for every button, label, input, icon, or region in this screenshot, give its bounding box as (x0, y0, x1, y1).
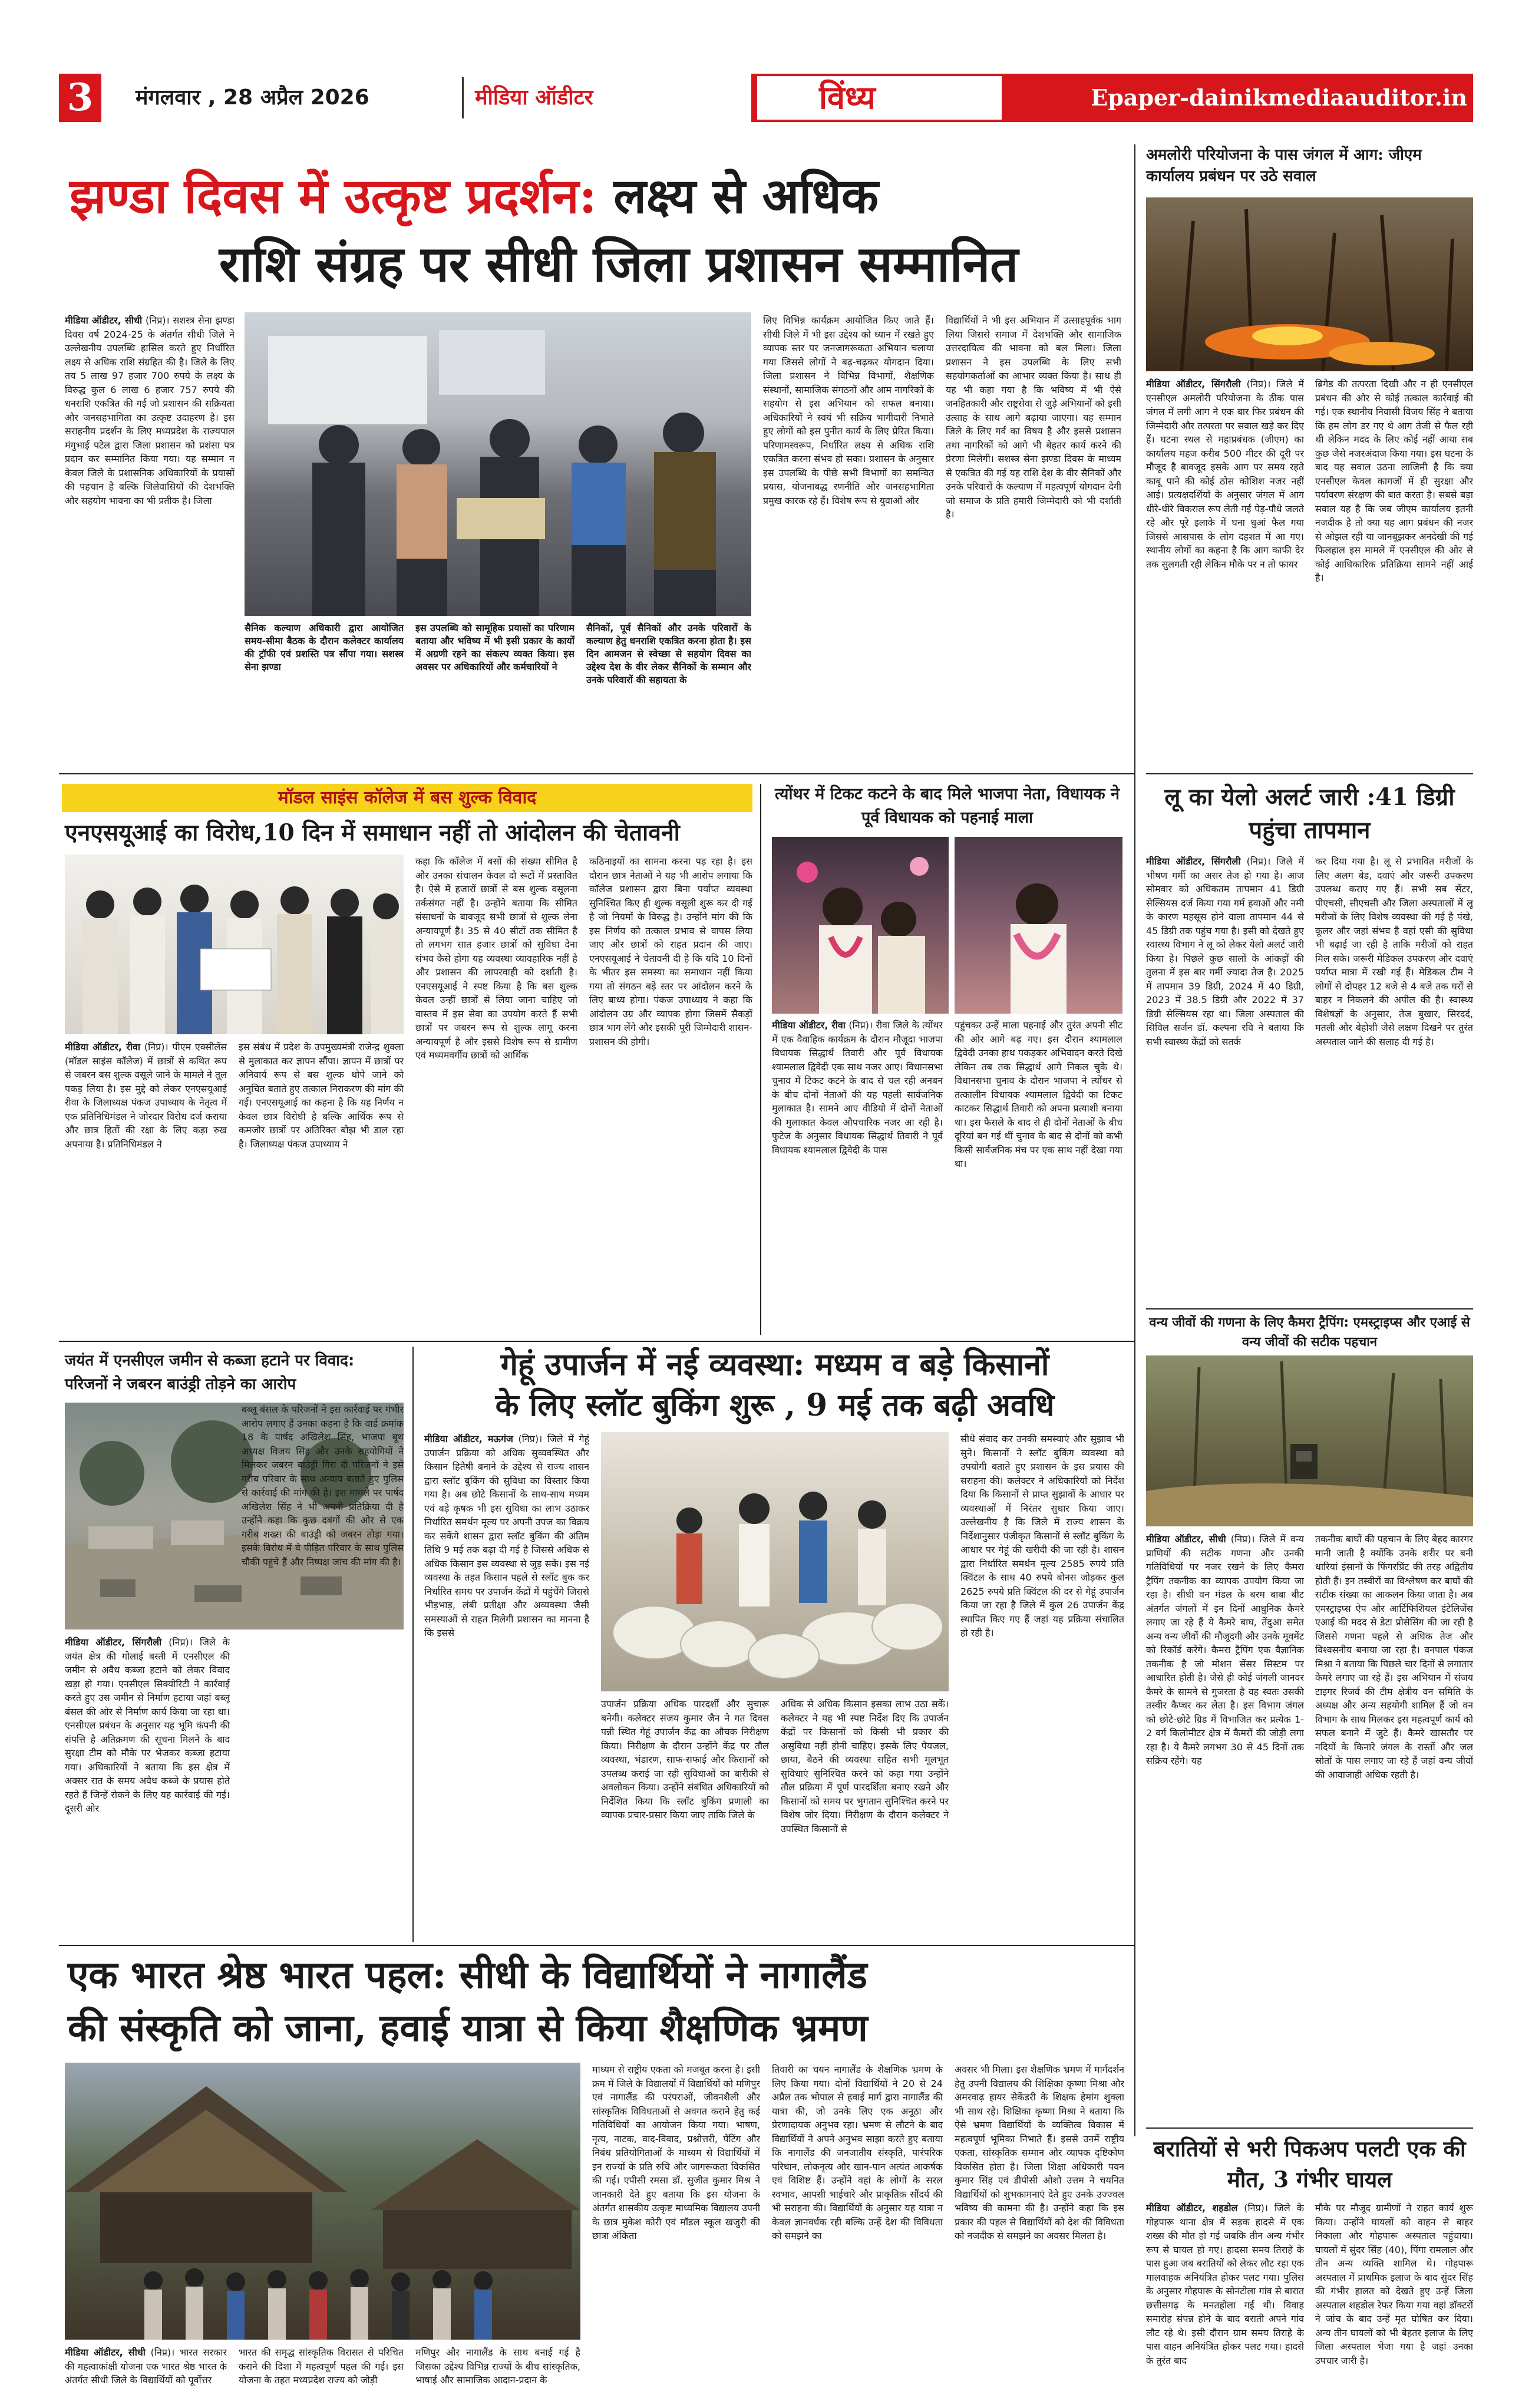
bjp-photo-illustration (772, 837, 949, 1014)
row2-separator (59, 1341, 1134, 1342)
bus-story-col3: कहा कि कॉलेज में बसों की संख्या सीमित है और उनका संचालन केवल दो रूटों में प्रस्तावित है। ऐसे में हजारों छात्रों से बस शुल्क वसूलना तर्कसंगत नहीं है। उन्होंने बताया कि सीमित संसाधनों के बावजूद सभी छात्रों से शुल्क लेना अन्यायपूर्ण है। 35 से 40 सीटों तक सीमित है तो लगभग सात हजार छात्रों को सुविधा देना संभव कैसे होगा यह व्यवस्था व्यावहारिक नहीं है और प्रशासन की लापरवाही को दर्शाती है। एनएसयूआई ने स्पष्ट किया है कि बस शुल्क केवल उन्हीं छात्रों से लिया जाना चाहिए जो वास्तव में इस सेवा का उपयोग करते हैं सभी छात्रों पर जबरन रूप से शुल्क लागू करना अन्यायपूर्ण है और इससे विशेष रूप से ग्रामीण एवं मध्यमवर्गीय छात्रों को आर्थिक (415, 856, 577, 1061)
wildlife-accident-separator (1146, 2127, 1473, 2129)
main-headline-line1 (70, 168, 1121, 225)
wildlife-col1-text: (निप्र)। जिले में वन्य प्राणियों की सटीक गणना और उनकी गतिविधियों पर नजर रखने के लिए कैमरा ट्रैपिंग तकनीक का व्यापक उपयोग किया जा रहा है। सीधी वन मंडल के बरम बाबा बीट अंतर्गत जंगलों में इन दिनों आधुनिक कैमरे लगाए जा रहे हैं ये कैमरे बाघ, तेंदुआ समेत अन्य वन्य जीवों की मौजूदगी और उनके मूवमेंट को रिकॉर्ड करेंगे। कैमरा ट्रैपिंग एक वैज्ञानिक तकनीक है जो मोशन सेंसर सिस्टम पर आधारित होती है। जैसे ही कोई जंगली जानवर कैमरे के सामने से गुजरता है वह स्वतः उसकी तस्वीर कैप्चर कर लेता है। इस विभाग जंगल को छोटे-छोटे ग्रिड में विभाजित कर प्रत्येक 1-2 वर्ग किलोमीटर क्षेत्र में कैमरों की जोड़ी लगा रहा है। ये कैमरे लगभग 30 से 45 दिनों तक सक्रिय रहेंगे। यह (1146, 1533, 1304, 1766)
wildlife-story-col1 (1146, 1532, 1304, 2122)
right-column-rule (1134, 144, 1135, 2136)
nagaland-story-col2: भारत की समृद्ध सांस्कृतिक विरासत से परिचित कराने की दिशा में महत्वपूर्ण पहल की गई। इस योजना के तहत मध्यप्रदेश राज्य को जोड़ी (239, 2347, 404, 2386)
fire-headline: अमलोरी परियोजना के पास जंगल में आग: जीएम कार्यालय प्रबंधन पर उठे सवाल (1146, 146, 1422, 185)
fire-col1-text: (निप्र)। जिले में एनसीएल अमलोरी परियोजना के ठीक पास जंगल में लगी आग ने एक बार फिर प्रबंधन की जिम्मेदारी और तत्परता पर सवाल खड़े कर दिए हैं। घटना स्थल से महाप्रबंधक (जीएम) का कार्यालय महज करीब 500 मीटर की दूरी पर मौजूद है बावजूद इसके आग पर समय रहते काबू पाने की कोई ठोस कोशिश नजर नहीं आई। प्रत्यक्षदर्शियों के अनुसार जंगल में आग धीरे-धीरे विकराल रूप लेती गई पेड़-पौधे जलते रहे और पूरे इलाके में घना धुआं फैल गया जिससे आसपास के लोग दहशत में आ गए। स्थानीय लोगों का कहना है कि आग काफी देर तक सुलगती रही लेकिन मौके पर न तो फायर (1146, 378, 1304, 570)
heat-headline: लू का येलो अलर्ट जारी :41 डिग्री पहुंचा तापमान (1164, 783, 1455, 844)
fire-photo (1146, 197, 1473, 371)
heat-col1-text: (निप्र)। जिले में भीषण गर्मी का असर तेज हो गया है। आज सोमवार को अधिकतम तापमान 41 डिग्री सेल्सियस दर्ज किया गया गर्म हवाओं और नमी के कारण महसूस होने वाला तापमान 44 से 45 डिग्री तक पहुंच गया है। इसी को देखते हुए स्वास्थ्य विभाग ने लू को लेकर येलो अलर्ट जारी किया है। पिछले कुछ सालों के आंकड़ों की तुलना में इस बार गर्मी ज्यादा तेज है। 2025 में तापमान 39 डिग्री, 2024 में 40 डिग्री, 2023 में 38.5 डिग्री और 2022 में 37 डिग्री सेल्सियस रहा था। जिला अस्पताल की सिविल सर्जन डॉ. कल्पना रवि ने बताया कि सभी स्वास्थ्य केंद्रों को सतर्क (1146, 856, 1304, 1047)
land-col1-text: (निप्र)। जिले के जयंत क्षेत्र की गोलाई बस्ती में एनसीएल की जमीन से अवैध कब्जा हटाने को लेकर विवाद खड़ा हो गया। एनसीएल सिक्योरिटी ने कार्रवाई करते हुए उस जमीन से निर्माण हटाया जहां बब्लू बंसल की ओर से निर्माण कार्य किया जा रहा था। एनसीएल प्रबंधन के अनुसार यह भूमि कंपनी की संपत्ति है अतिक्रमण की सूचना मिलने के बाद सुरक्षा टीम को मौके पर भेजकर कब्जा हटाया गया। अधिकारियों ने बताया कि इस क्षेत्र में अक्सर रात के समय अवैध कब्जे के प्रयास होते रहते हैं जिन्हें रोकने के लिए यह कार्रवाई की गई। दूसरी ओर (65, 1637, 230, 1814)
nagaland-headline-line2: की संस्कृति को जाना, हवाई यात्रा से किया शैक्षणिक भ्रमण (68, 2006, 868, 2050)
bus-dateline: मीडिया ऑडीटर, रीवा (65, 1041, 141, 1053)
masthead-paper-name: मीडिया ऑडीटर (475, 85, 593, 110)
nagaland-dateline: मीडिया ऑडीटर, सीधी (65, 2347, 146, 2358)
wheat-story-col2: उपार्जन प्रक्रिया अधिक पारदर्शी और सुचारू बनेगी। कलेक्टर संजय कुमार जैन ने गत दिवस पन्नी स्थित गेहूं उपार्जन केंद्र का औचक निरीक्षण किया। निरीक्षण के दौरान उन्होंने केंद्र पर तौल व्यवस्था, भंडारण, साफ-सफाई और किसानों को उपलब्ध कराई जा रही सुविधाओं का बारीकी से अवलोकन किया। उन्होंने संबंधित अधिकारियों को निर्देशित किया कि स्लॉट बुकिंग प्रणाली का व्यापक प्रचार-प्रसार किया जाए ताकि जिले के (601, 1698, 769, 1820)
wheat-story-col4: सीधे संवाद कर उनकी समस्याएं और सुझाव भी सुने। किसानों ने स्लॉट बुकिंग व्यवस्था को उपयोगी बताते हुए प्रशासन के इस प्रयास की सराहना की। कलेक्टर ने अधिकारियों को निर्देश दिया कि किसानों से प्राप्त सुझावों के आधार पर व्यवस्थाओं में निरंतर सुधार किया जाए। उल्लेखनीय है कि जिले में राज्य शासन के निर्देशानुसार पंजीकृत किसानों से स्लॉट बुकिंग के आधार पर गेहूं की खरीदी की जा रही है। शासन द्वारा निर्धारित समर्थन मूल्य 2585 रुपये प्रति क्विंटल के साथ 40 रुपये बोनस जोड़कर कुल 2625 रुपये प्रति क्विंटल की दर से गेहूं उपार्जन किया जा रहा है जिले में कुल 26 उपार्जन केंद्र स्थापित किए गए हैं जहां यह प्रक्रिया संचालित हो रही है। (960, 1433, 1124, 1638)
accident-col1-text: (निप्र)। जिले के गोहपारू थाना क्षेत्र में सड़क हादसे में एक शख्स की मौत हो गई जबकि तीन अन्य गंभीर रूप से घायल हो गए। हादसा समय तिराहे के पास हुआ जब बरातियों को लेकर लौट रहा एक मालवाहक अनियंत्रित होकर पलट गया। पुलिस के अनुसार गोहपारू के सोनटोला गांव से बारात छत्तीसगढ़ के मनतहोला गई थी। विवाह समारोह संपन्न होने के बाद बराती अपने गांव लौट रहे थे। इसी दौरान ग्राम समय तिराहे के पास वाहन अनियंत्रित होकर पलट गया। हादसे के तुरंत बाद (1146, 2202, 1304, 2366)
heat-story-col1 (1146, 855, 1304, 1302)
accident-headline: बरातियों से भरी पिकअप पलटी एक की मौत, 3 गंभीर घायल (1153, 2136, 1466, 2192)
land-headline-line1: जयंत में एनसीएल जमीन से कब्जा हटाने पर विवाद: (65, 1352, 355, 1370)
main-story-col1 (65, 314, 235, 767)
wheat-col1-text: (निप्र)। जिले में गेहूं उपार्जन प्रक्रिया को अधिक सुव्यवस्थित और किसान हितैषी बनाने के उद्देश्य से राज्य शासन द्वारा स्लॉट बुकिंग की सुविधा का विस्तार किया गया है। अब छोटे किसानों के साथ-साथ मध्यम एवं बड़े कृषक भी इस सुविधा का लाभ उठाकर निर्धारित समर्थन मूल्य पर अपनी उपज का विक्रय कर सकेंगे शासन द्वारा स्लॉट बुकिंग की अंतिम तिथि 9 मई तक बढ़ा दी गई है जिससे अधिक से अधिक किसान इस व्यवस्था से जुड़ सकें। इस नई व्यवस्था के तहत किसान पहले से स्लॉट बुक कर निर्धारित समय पर उपार्जन केंद्रों में पहुंचेंगे जिससे भीड़भाड़, लंबी प्रतीक्षा और अव्यवस्था जैसी समस्याओं से राहत मिलेगी प्रशासन का मानना है कि इससे (424, 1433, 589, 1638)
nagaland-story-col5: तिवारी का चयन नागालैंड के शैक्षणिक भ्रमण के लिए किया गया। दोनों विद्यार्थियों ने 20 से 24 अप्रैल तक भोपाल से हवाई मार्ग द्वारा नागालैंड की यात्रा की, जो उनके लिए एक अनूठा और प्रेरणादायक अनुभव रहा। भ्रमण से लौटने के बाद विद्यार्थियों ने अपने अनुभव साझा करते हुए बताया कि नागालैंड की जनजातीय संस्कृति, पारंपरिक परिधान, लोकनृत्य और खान-पान अत्यंत आकर्षक एवं विशिष्ट हैं। उन्होंने वहां के लोगों के सरल स्वभाव, आपसी भाईचारे और प्राकृतिक सौंदर्य की भी सराहना की। विद्यार्थियों के अनुसार यह यात्रा न केवल ज्ञानवर्धक रही बल्कि उन्हें देश की विविधता को समझने का (772, 2064, 943, 2241)
wheat-story-col3: अधिक से अधिक किसान इसका लाभ उठा सकें। कलेक्टर ने यह भी स्पष्ट निर्देश दिए कि उपार्जन केंद्रों पर किसानों को किसी भी प्रकार की असुविधा नहीं होनी चाहिए। इसके लिए पेयजल, छाया, बैठने की व्यवस्था सहित सभी मूलभूत सुविधाएं सुनिश्चित करने को कहा गया उन्होंने तौल प्रक्रिया में पूर्ण पारदर्शिता बनाए रखने और किसानों को समय पर भुगतान सुनिश्चित करने पर विशेष जोर दिया। निरीक्षण के दौरान कलेक्टर ने उपस्थित किसानों से (781, 1698, 949, 1835)
main-photo-felicitation (245, 312, 751, 616)
bus-story-col2: इस संबंध में प्रदेश के उपमुख्यमंत्री राजेन्द्र शुक्ला से मुलाकात कर ज्ञापन सौंपा। ज्ञापन में छात्रों पर अनिवार्य रूप से बस शुल्क थोपे जाने को अनुचित बताते हुए तत्काल निराकरण की मांग की गई। एनएसयूआई का कहना है कि यह निर्णय न केवल छात्र विरोधी है बल्कि आर्थिक रूप से कमजोर छात्रों पर अतिरिक्त बोझ भी डाल रहा है। जिलाध्यक्ष पंकज उपाध्याय ने (239, 1041, 404, 1150)
main-photo-people-illustration (245, 312, 751, 616)
wildlife-dateline: मीडिया ऑडीटर, सीधी (1146, 1533, 1226, 1545)
wildlife-story-col2: तकनीक बाघों की पहचान के लिए बेहद कारगर मानी जाती है क्योंकि उनके शरीर पर बनी धारियां इंसानों के फिंगरप्रिंट की तरह अद्वितीय होती हैं। इन तस्वीरों का विश्लेषण कर बाघों की सटीक संख्या का आकलन किया जाता है। अब एमस्ट्राइप्स ऐप और आर्टिफिशियल इंटेलिजेंस एआई की मदद से डेटा प्रोसेसिंग की जा रही है जिससे गणना पहले से अधिक तेज और विश्वसनीय बनाया जा रहा है। वनपाल पंकज मिश्रा ने बताया कि पिछले चार दिनों से लगातार कैमरे लगाए जा रहे हैं। इस अभियान में संजय टाइगर रिजर्व की टीम क्षेत्रीय वन समिति के अध्यक्ष और अन्य सहयोगी शामिल हैं जो वन विभाग के साथ मिलकर इस महत्वपूर्ण कार्य को सफल बनाने में जुटे हैं। कैमरे खासतौर पर नदियों के किनारे जंगल के रास्तों और जल स्रोतों के पास लगाए जा रहे हैं जहां वन्य जीवों की आवाजाही अधिक रहती है। (1315, 1533, 1473, 1780)
wheat-photo-illustration (601, 1432, 949, 1691)
fire-story-col1 (1146, 377, 1304, 769)
bjp-dateline: मीडिया ऑडीटर, रीवा (772, 1020, 846, 1031)
wheat-photo (601, 1432, 949, 1691)
main-photo-caption-col2: इस उपलब्धि को सामूहिक प्रयासों का परिणाम बताया और भविष्य में भी इसी प्रकार के कार्यों में अग्रणी रहने का संकल्प व्यक्त किया। इस अवसर पर अधिकारियों और कर्मचारियों ने (415, 622, 574, 672)
fire-heat-separator (1146, 773, 1473, 774)
main-photo-caption-col1: सैनिक कल्याण अधिकारी द्वारा आयोजित समय-सीमा बैठक के दौरान कलेक्टर कार्यालय की ट्रॉफी एवं प्रशस्ति पत्र सौंपा गया। सशस्त्र सेना झण्डा (245, 622, 404, 672)
main-col1-text: (निप्र)। सशस्त्र सेना झण्डा दिवस वर्ष 2024-25 के अंतर्गत सीधी जिले ने उल्लेखनीय उपलब्धि हासिल करते हुए निर्धारित लक्ष्य से अधिक राशि संग्रहित की है। जिले के लिए तय 5 लाख 97 हजार 700 रुपये के लक्ष्य के विरुद्ध कुल 6 लाख 6 हजार 757 रुपये की धनराशि एकत्रित की गई जो प्रशासन की सक्रियता और जनसहभागिता का उत्कृष्ट उदाहरण है। इस सराहनीय प्रदर्शन के लिए मध्यप्रदेश के राज्यपाल मंगुभाई पटेल द्वारा जिला प्रशासन को प्रशंसा पत्र प्रदान कर सम्मानित किया गया। यह सम्मान न केवल जिले के प्रशासनिक अधिकारियों के प्रयासों की पहचान है बल्कि जिलेवासियों की देशभक्ति और सहयोग भावना का भी प्रतीक है। जिला (65, 315, 235, 506)
main-headline-line2: राशि संग्रह पर सीधी जिला प्रशासन सम्मानित (219, 235, 1019, 293)
page-number: 3 (67, 75, 94, 120)
nagaland-photo-illustration (65, 2063, 580, 2340)
wildlife-photo (1146, 1355, 1473, 1526)
wheat-story-col1 (424, 1432, 589, 1939)
masthead-epaper-url[interactable]: Epaper-dainikmediaauditor.in (1091, 84, 1467, 111)
wheat-headline-line1: गेहूं उपार्जन में नई व्यवस्था: मध्यम व बड़े किसानों (500, 1347, 1049, 1383)
masthead-section-box (757, 76, 1002, 120)
main-story-col5: विद्यार्थियों ने भी इस अभियान में उत्साहपूर्वक भाग लिया जिससे समाज में देशभक्ति और सामाजिक उत्तरदायित्व की भावना को बल मिला। जिला प्रशासन ने इस उपलब्धि के लिए सभी सहयोगकर्ताओं का आभार व्यक्त किया है। साथ ही यह भी कहा गया है कि भविष्य में भी ऐसे जनहितकारी और राष्ट्रसेवा से जुड़े अभियानों को इसी उत्साह के साथ आगे बढ़ाया जाएगा। यह सम्मान जिले के लिए गर्व का विषय है और इससे प्रशासन तथा नागरिकों को आगे भी बेहतर कार्य करने की प्रेरणा मिलेगी। सशस्त्र सेना झण्डा दिवस के माध्यम से एकत्रित की गई यह राशि देश के वीर सैनिकों और उनके परिवारों के कल्याण में महत्वपूर्ण योगदान देगी जो समाज के प्रति हमारी जिम्मेदारी को भी दर्शाती है। (946, 315, 1121, 520)
wheat-headline-line2: के लिए स्लॉट बुकिंग शुरू , 9 मई तक बढ़ी अवधि (495, 1387, 1055, 1423)
heat-wildlife-separator (1146, 1308, 1473, 1309)
bus-col1-text: (निप्र)। पीएम एक्सीलेंस (मॉडल साइंस कॉलेज) में छात्रों से कथित रूप से जबरन बस शुल्क वसूले जाने के मामले ने तूल पकड़ लिया है। इस मुद्दे को लेकर एनएसयूआई रीवा के जिलाध्यक्ष पंकज उपाध्याय के नेतृत्व में एक प्रतिनिधिमंडल ने जोरदार विरोध दर्ज कराया और छात्र हितों की रक्षा के लिए कड़ा रुख अपनाया है। प्रतिनिधिमंडल ने (65, 1041, 227, 1150)
bus-kicker: मॉडल साइंस कॉलेज में बस शुल्क विवाद (278, 787, 537, 808)
main-headline-red: झण्डा दिवस में उत्कृष्ट प्रदर्शन (70, 168, 579, 225)
masthead (59, 74, 1473, 122)
bjp-photo-2 (955, 837, 1122, 1014)
row1-separator (59, 773, 1134, 774)
fire-photo-illustration (1146, 197, 1473, 371)
land-wheat-rule (412, 1347, 414, 1942)
bjp-photo (772, 837, 949, 1014)
wheat-dateline: मीडिया ऑडीटर, मऊगंज (424, 1433, 513, 1444)
nagaland-headline-line1: एक भारत श्रेष्ठ भारत पहल: सीधी के विद्यार्थियों ने नागालैंड (68, 1953, 867, 1997)
nagaland-photo (65, 2063, 580, 2340)
main-story-col4: लिए विभिन्न कार्यक्रम आयोजित किए जाते हैं। सीधी जिले में भी इस उद्देश्य को ध्यान में रखते हुए व्यापक स्तर पर जनजागरूकता अभियान चलाया गया जिससे लोगों ने बढ़-चढ़कर योगदान दिया। जिला प्रशासन ने विभिन्न विभागों, शैक्षणिक संस्थानों, सामाजिक संगठनों और आम नागरिकों के सहयोग से इस अभियान को सफल बनाया। अधिकारियों ने स्वयं भी सक्रिय भागीदारी निभाते हुए लोगों को इस पुनीत कार्य के लिए प्रेरित किया। परिणामस्वरूप, निर्धारित लक्ष्य से अधिक राशि एकत्रित करना संभव हो सका। प्रशासन के अनुसार इस उपलब्धि के पीछे सभी विभागों का समन्वित प्रयास, योजनाबद्ध रणनीति और जनसहभागिता प्रमुख कारक रहे हैं। विशेष रूप से युवाओं और (763, 315, 934, 506)
bus-story-col1 (65, 1040, 227, 1335)
bus-photo (65, 855, 404, 1034)
bus-headline: एनएसयूआई का विरोध,10 दिन में समाधान नहीं तो आंदोलन की चेतावनी (65, 819, 680, 846)
heat-dateline: मीडिया ऑडीटर, सिंगरौली (1146, 856, 1241, 867)
bjp-col1-text: (निप्र)। रीवा जिले के त्योंथर में एक वैवाहिक कार्यक्रम के दौरान मौजूदा भाजपा विधायक सिद्धार्थ तिवारी और पूर्व विधायक श्यामलाल द्विवेदी एक साथ नजर आए। विधानसभा चुनाव में टिकट कटने के बाद से चल रही अनबन के बीच दोनों नेताओं की यह पहली सार्वजनिक मुलाकात है। सामने आए वीडियो में दोनों नेताओं की मुलाकात केवल औपचारिक नजर आ रही है। फुटेज के अनुसार विधायक सिद्धार्थ तिवारी ने पूर्व विधायक श्यामलाल द्विवेदी के पास (772, 1020, 943, 1156)
accident-dateline: मीडिया ऑडीटर, शहडोल (1146, 2202, 1238, 2214)
land-dateline: मीडिया ऑडीटर, सिंगरौली (65, 1637, 162, 1648)
nagaland-story-col6: अवसर भी मिला। इस शैक्षणिक भ्रमण में मार्गदर्शन हेतु उपनी विद्यालय की शिक्षिका कृष्णा मिश्रा और अमरवाढ़ हायर सेकेंडरी के शिक्षक हेमांग शुक्ला भी साथ रहे। शिक्षिका कृष्णा मिश्रा ने बताया कि ऐसे भ्रमण विद्यार्थियों के व्यक्तित्व विकास में महत्वपूर्ण भूमिका निभाते हैं। इससे उनमें राष्ट्रीय एकता, सांस्कृतिक सम्मान और व्यापक दृष्टिकोण विकसित होता है। जिला शिक्षा अधिकारी पवन कुमार सिंह एवं डीपीसी ओशो उत्तम ने चयनित विद्यार्थियों को शुभकामनाएं देते हुए उनके उज्ज्वल भविष्य की कामना की है। उन्होंने कहा कि इस प्रकार की पहल से विद्यार्थियों को देश की विविधता को नजदीक से समझने का अवसर मिलता है। (955, 2064, 1124, 2241)
nagaland-story-col3: मणिपुर और नागालैंड के साथ बनाई गई है जिसका उद्देश्य विभिन्न राज्यों के बीच सांस्कृतिक, भाषाई और सामाजिक आदान-प्रदान के (415, 2347, 580, 2386)
fire-dateline: मीडिया ऑडीटर, सिंगरौली (1146, 378, 1241, 390)
main-photo-caption-col3: सैनिकों, पूर्व सैनिकों और उनके परिवारों के कल्याण हेतु धनराशि एकत्रित करना होता है। इस दिन आमजन से स्वेच्छा से सहयोग दिवस का उद्देश्य देश के वीर लेकर सैनिकों के सम्मान और उनके परिवारों की सहायता के (586, 622, 751, 685)
wildlife-headline: वन्य जीवों की गणना के लिए कैमरा ट्रैपिंग: एमस्ट्राइप्स और एआई से वन्य जीवों की सटीक पहचान (1149, 1315, 1470, 1350)
heat-story-col2: कर दिया गया है। लू से प्रभावित मरीजों के लिए अलग बेड, दवाएं और जरूरी उपकरण उपलब्ध कराए गए हैं। सभी सब सेंटर, पीएचसी, सीएचसी और जिला अस्पतालों में लू मरीजों के लिए विशेष व्यवस्था की गई है पंखे, कूलर और जहां संभव है वहां एसी की सुविधा भी बढ़ाई जा रही है ताकि मरीजों को राहत मिल सके। जरूरी मेडिकल उपकरण और दवाएं पर्याप्त मात्रा में रखी गई हैं। मेडिकल टीम ने लोगों से दोपहर 12 बजे से 4 बजे तक घरों से बाहर न निकलने की अपील की है। स्वास्थ्य विशेषज्ञों के अनुसार, तेज बुखार, सिरदर्द, मतली और बेहोशी जैसे लक्षण दिखने पर तुरंत अस्पताल जाने की सलाह दी गई है। (1315, 856, 1473, 1047)
bjp-story-col1 (772, 1018, 943, 1335)
page-number-badge (59, 74, 101, 122)
main-headline-black: लक्ष्य से अधिक (613, 168, 879, 225)
bjp-photo-2-illustration (955, 837, 1122, 1014)
bus-bjp-rule (760, 784, 761, 1335)
land-story-col2: बब्लू बंसल के परिजनों ने इस कार्रवाई पर गंभीर आरोप लगाए हैं उनका कहना है कि वार्ड क्रमांक 18 के पार्षद अखिलेश सिंह, भाजपा बूथ अध्यक्ष विजय सिंह और उनके सहयोगियों ने मिलकर जबरन बाउंड्री गिरा दी परिजनों ने इसे गरीब परिवार के साथ अन्याय बताते हुए पुलिस से कार्रवाई की मांग की है। इस मामले पर पार्षद अखिलेश सिंह ने भी अपनी प्रतिक्रिया दी है उन्होंने कहा कि कुछ दबंगों की ओर से एक गरीब शख्स की बाउंड्री को जबरन तोड़ा गया। इसके विरोध में वे पीड़ित परिवार के साथ पुलिस चौकी पहुंचे हैं और निष्पक्ष जांच की मांग की है। (242, 1404, 404, 1568)
nagaland-story-col1 (65, 2346, 227, 2402)
masthead-date: मंगलवार , 28 अप्रैल 2026 (136, 85, 369, 110)
bjp-headline: त्योंथर में टिकट कटने के बाद मिले भाजपा नेता, विधायक ने पूर्व विधायक को पहनाई माला (774, 785, 1120, 827)
nagaland-story-col4: माध्यम से राष्ट्रीय एकता को मजबूत करना है। इसी क्रम में जिले के विद्यालयों में विद्यार्थियों को मणिपुर एवं नागालैंड की परंपराओं, जीवनशैली और सांस्कृतिक विविधताओं से अवगत कराने हेतु कई गतिविधियों का आयोजन किया गया। भाषण, नृत्य, नाटक, वाद-विवाद, प्रश्नोत्तरी, पेंटिंग और निबंध प्रतियोगिताओं के माध्यम से विद्यार्थियों में इन राज्यों के प्रति रुचि और जागरूकता विकसित की गई। एपीसी रमसा डॉ. सुजीत कुमार मिश्र ने जानकारी देते हुए बताया कि इस योजना के अंतर्गत शासकीय उत्कृष्ट माध्यमिक विद्यालय उपनी के छात्र मुकेश कोरी एवं मॉडल स्कूल खजुरी की छात्रा अंकिता (592, 2064, 760, 2241)
nagaland-col1-text: (निप्र)। भारत सरकार की महत्वाकांक्षी योजना एक भारत श्रेष्ठ भारत के अंतर्गत सीधी जिले के विद्यार्थियों को पूर्वोत्तर (65, 2347, 227, 2386)
wildlife-photo-illustration (1146, 1355, 1473, 1526)
accident-story-col2: मौके पर मौजूद ग्रामीणों ने राहत कार्य शुरू किया। उन्होंने घायलों को वाहन से बाहर निकाला और गोहपारू अस्पताल पहुंचाया। घायलों में सुंदर सिंह (40), पिंगा रामलाल और तीन अन्य व्यक्ति शामिल थे। गोहपारू अस्पताल में प्राथमिक इलाज के बाद सुंदर सिंह की गंभीर हालत को देखते हुए उन्हें जिला अस्पताल शहडोल रेफर किया गया वहां डॉक्टरों ने जांच के बाद उन्हें मृत घोषित कर दिया। अन्य तीन घायलों को भी बेहतर इलाज के लिए जिला अस्पताल भेजा गया है जहां उनका उपचार जारी है। (1315, 2202, 1473, 2366)
bus-story-col4: कठिनाइयों का सामना करना पड़ रहा है। इस दौरान छात्र नेताओं ने यह भी आरोप लगाया कि कॉलेज प्रशासन द्वारा बिना पर्याप्त व्यवस्था सुनिश्चित किए ही शुल्क वसूली शुरू कर दी गई है जो नियमों के विरुद्ध है। उन्होंने मांग की कि इस निर्णय को तत्काल प्रभाव से वापस लिया जाए और छात्रों को राहत प्रदान की जाए। एनएसयूआई ने चेतावनी दी है कि यदि 10 दिनों के भीतर इस समस्या का समाधान नहीं किया गया तो संगठन बड़े स्तर पर आंदोलन करने के लिए बाध्य होगा। पंकज उपाध्याय ने कहा कि आंदोलन उग्र और व्यापक होगा जिसमें सैकड़ों छात्र भाग लेंगे और इसकी पूरी जिम्मेदारी शासन-प्रशासन की होगी। (589, 856, 752, 1047)
land-story-col1 (65, 1635, 230, 1939)
row3-separator (59, 1945, 1134, 1946)
bus-photo-illustration (65, 855, 404, 1034)
headline-colon: : (579, 168, 614, 225)
bjp-story-col2: पहुंचकर उन्हें माला पहनाई और तुरंत अपनी सीट की ओर आगे बढ़ गए। इस दौरान श्यामलाल द्विवेदी उनका हाथ पकड़कर अभिवादन करते दिखे लेकिन तब तक सिद्धार्थ आगे निकल चुके थे। विधानसभा चुनाव के दौरान भाजपा ने त्योंथर से तत्कालीन विधायक श्यामलाल द्विवेदी का टिकट काटकर सिद्धार्थ तिवारी को अपना प्रत्याशी बनाया था। इस फैसले के बाद से ही दोनों नेताओं के बीच दूरियां बन गई थीं चुनाव के बाद से दोनों को कभी किसी सार्वजनिक मंच पर एक साथ नहीं देखा गया था। (955, 1020, 1122, 1169)
fire-story-col2: ब्रिगेड की तत्परता दिखी और न ही एनसीएल प्रबंधन की ओर से कोई तत्काल कार्रवाई की गई। एक स्थानीय निवासी विजय सिंह ने बताया कि हम लोग डर गए थे आग तेजी से फैल रही थी लेकिन मदद के लिए कोई नहीं आया सब कुछ जैसे नजरअंदाज किया गया। इस घटना के बाद यह सवाल उठना लाजिमी है कि क्या एनसीएल केवल कागजों में ही सुरक्षा और पर्यावरण संरक्षण की बात करता है। सबसे बड़ा सवाल यह है कि जब जीएम कार्यालय इतनी नजदीक है तो क्या यह आग प्रबंधन की नजर से ओझल रही या जानबूझकर अनदेखी की गई फिलहाल इस मामले में एनसीएल की ओर से कोई आधिकारिक प्रतिक्रिया सामने नहीं आई है। (1315, 378, 1473, 583)
accident-story-col1 (1146, 2201, 1304, 2402)
masthead-divider (462, 77, 464, 118)
masthead-section: विंध्य (819, 79, 876, 116)
land-headline-line2: परिजनों ने जबरन बाउंड्री तोड़ने का आरोप (65, 1375, 296, 1393)
main-dateline: मीडिया ऑडीटर, सीधी (65, 315, 143, 326)
